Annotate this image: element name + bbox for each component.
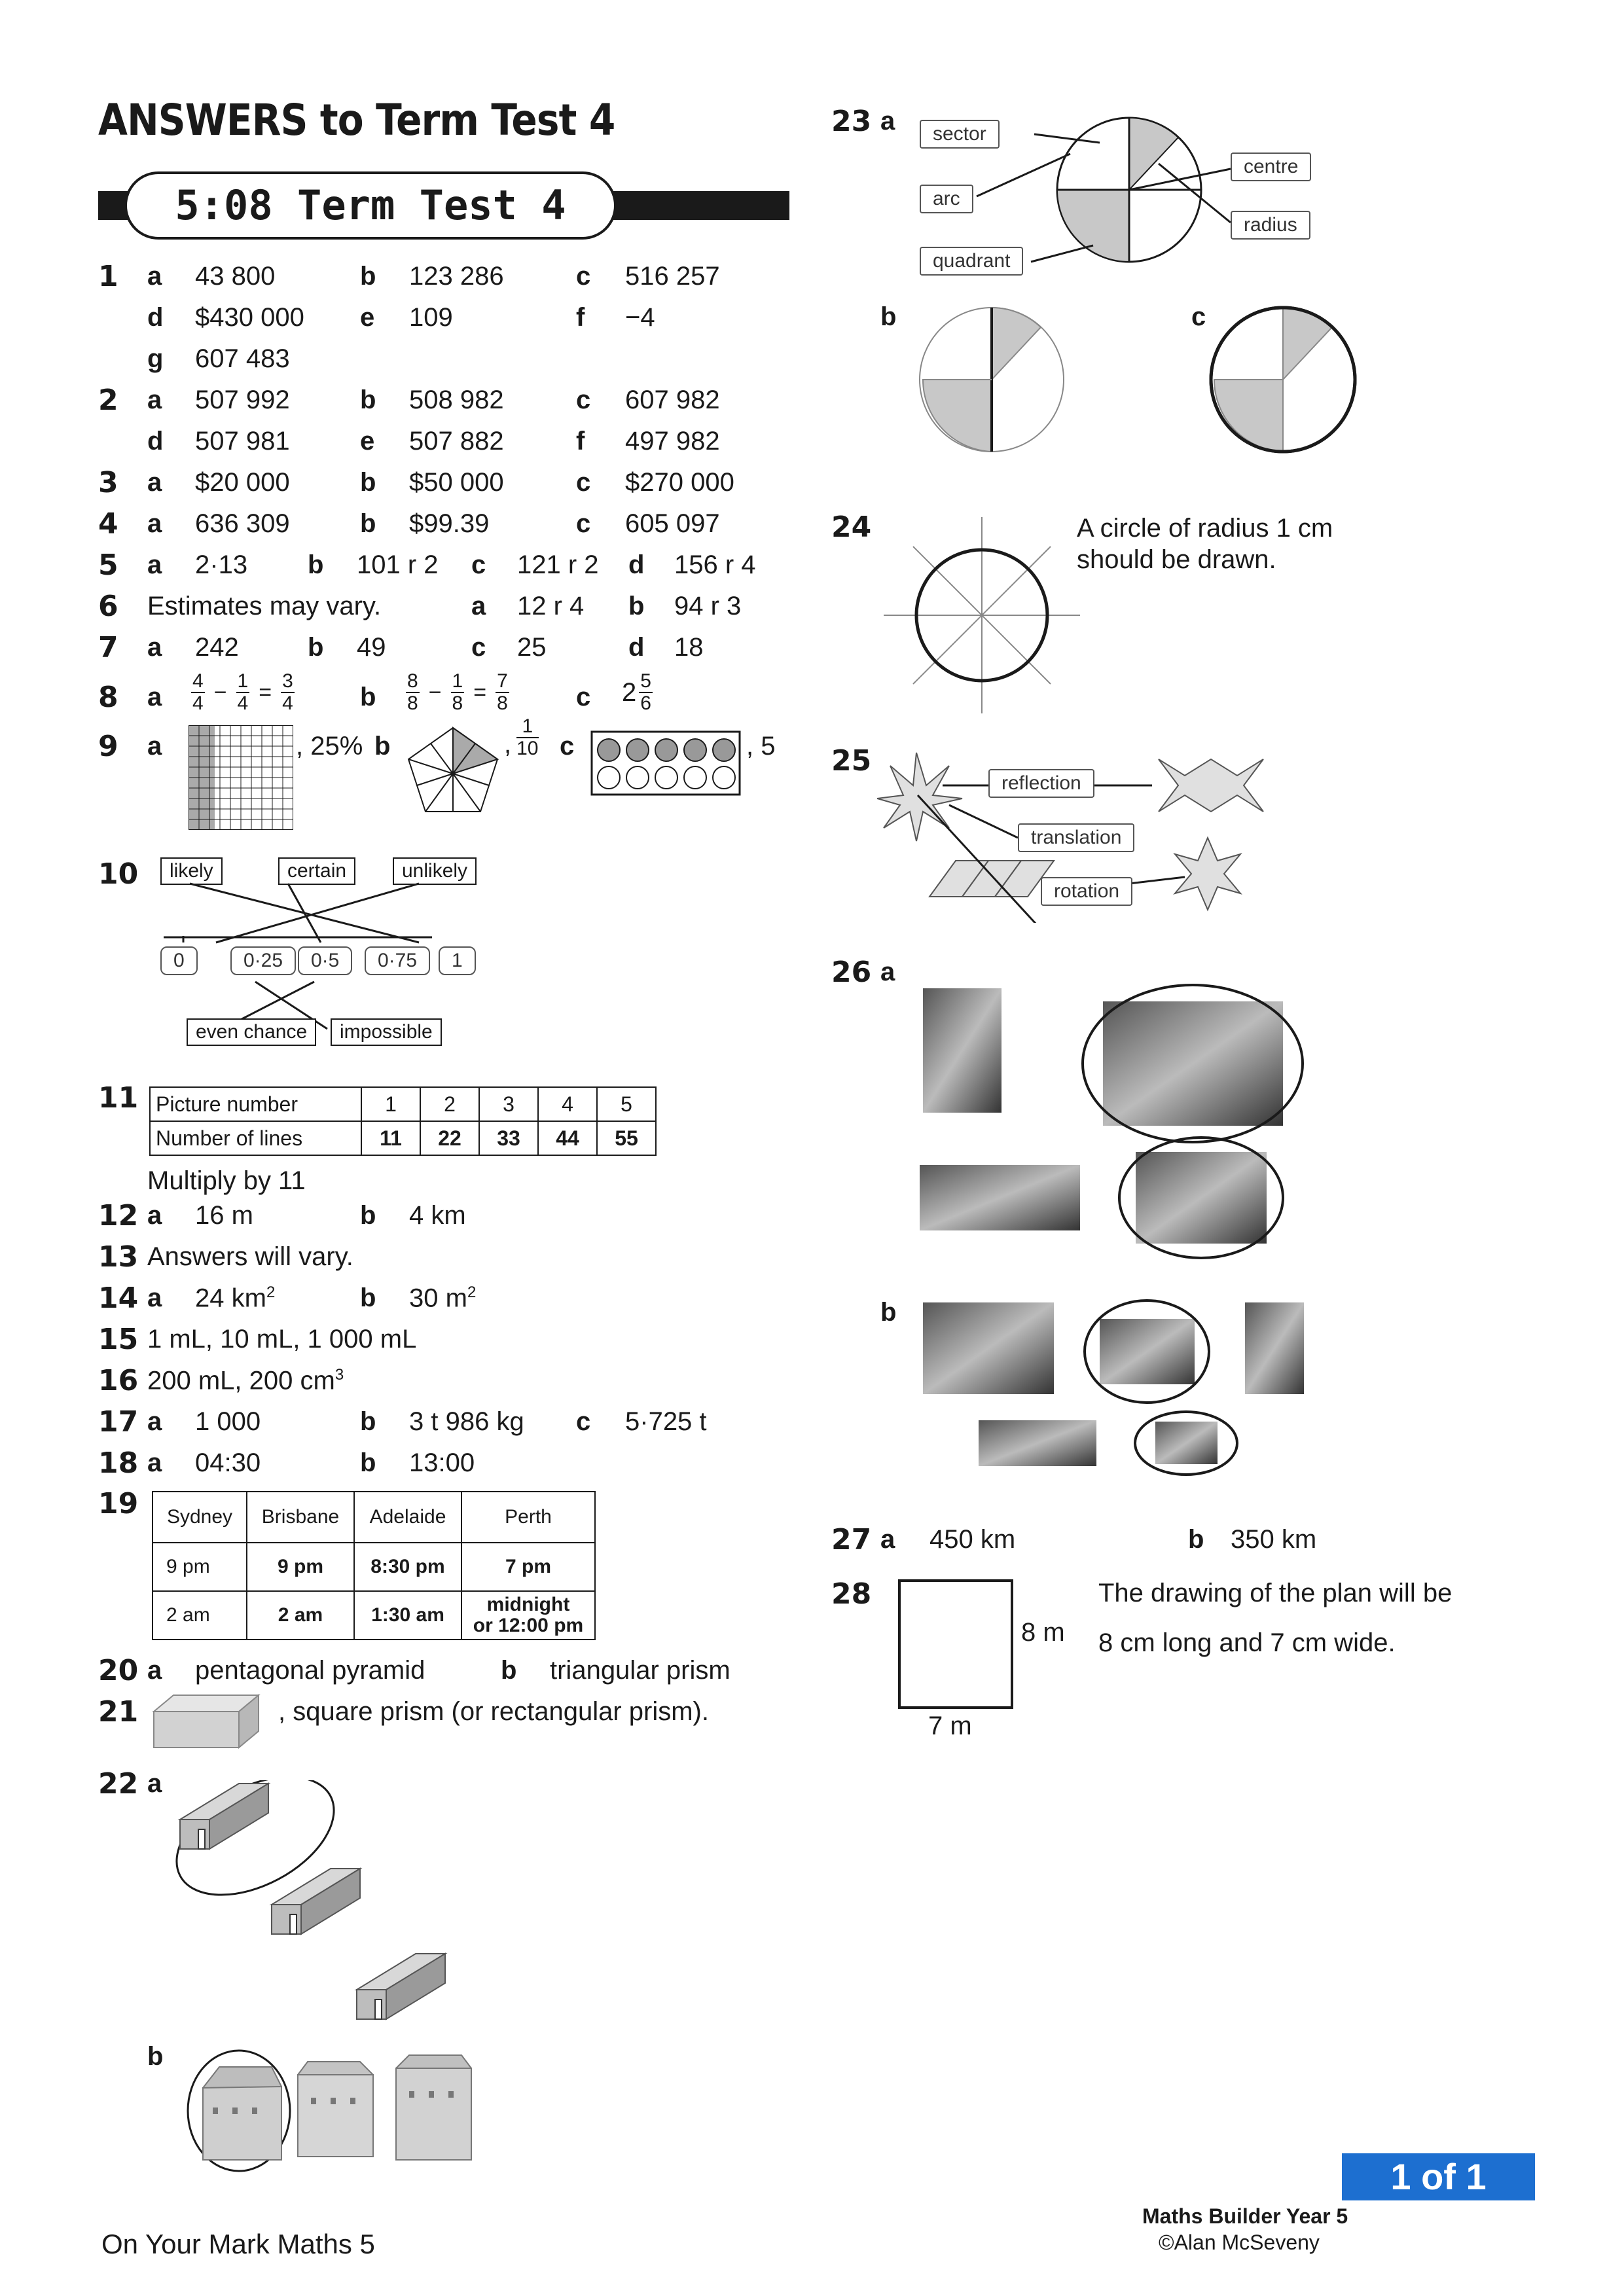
part-label: a bbox=[147, 550, 162, 579]
answer: 507 882 bbox=[409, 427, 504, 456]
counters-icon bbox=[590, 730, 741, 796]
answer: 04:30 bbox=[195, 1448, 261, 1477]
question-number: 16 bbox=[98, 1364, 139, 1397]
dimension-label: 7 m bbox=[928, 1712, 972, 1740]
fraction: $\frac{1}{8}$ bbox=[452, 670, 463, 714]
part-label: b bbox=[147, 2042, 164, 2071]
probability-label-impossible: impossible bbox=[331, 1018, 442, 1046]
answer: 30 $m^2$ bbox=[409, 1283, 477, 1313]
question-number: 21 bbox=[98, 1695, 139, 1729]
prism-icon bbox=[147, 1689, 265, 1754]
table-row: Number of lines 11 22 33 44 55 bbox=[150, 1121, 656, 1155]
fraction: $\frac{4}{4}$ bbox=[192, 670, 204, 714]
footer-series: On Your Mark Maths 5 bbox=[101, 2229, 375, 2259]
part-label: b bbox=[360, 262, 376, 291]
part-label: c bbox=[576, 509, 591, 538]
answer: 350 km bbox=[1231, 1525, 1317, 1554]
probability-label-likely: likely bbox=[160, 857, 223, 885]
answer: 1 mL, 10 mL, 1 000 mL bbox=[147, 1325, 417, 1354]
part-label: c bbox=[471, 550, 486, 579]
part-label: a bbox=[147, 1769, 162, 1798]
question-number: 5 bbox=[98, 548, 118, 582]
answer: 497 982 bbox=[625, 427, 720, 456]
part-label: a bbox=[880, 107, 895, 135]
part-label: d bbox=[147, 427, 164, 456]
table-row: 9 pm 9 pm 8:30 pm 7 pm bbox=[153, 1543, 595, 1591]
question-number: 23 bbox=[831, 105, 872, 138]
circle-label-centre: centre bbox=[1231, 152, 1311, 181]
fraction-answer: , $\frac{1}{10}$ bbox=[504, 715, 539, 759]
part-label: a bbox=[147, 1448, 162, 1477]
part-label: e bbox=[360, 427, 375, 456]
part-label: b bbox=[308, 633, 324, 662]
question-number: 3 bbox=[98, 466, 118, 499]
question-number: 14 bbox=[98, 1282, 139, 1315]
probability-value: 0·5 bbox=[298, 946, 352, 975]
part-label: c bbox=[1191, 302, 1206, 331]
part-label: a bbox=[147, 262, 162, 291]
question-number: 12 bbox=[98, 1199, 139, 1232]
answer: $430 000 bbox=[195, 303, 304, 332]
section-banner: 5:08 Term Test 4 bbox=[124, 171, 617, 240]
answer: 607 483 bbox=[195, 344, 290, 373]
answer: 636 309 bbox=[195, 509, 290, 538]
answer: $50 000 bbox=[409, 468, 504, 497]
fraction-expression-a: $\frac{4}{4}$ − $\frac{1}{4}$ = $\frac{3}{4}$ bbox=[192, 670, 293, 714]
question-number: 1 bbox=[98, 260, 118, 293]
probability-value: 0·25 bbox=[230, 946, 296, 975]
answer: 109 bbox=[409, 303, 453, 332]
question-number: 4 bbox=[98, 507, 118, 541]
part-label: a bbox=[880, 958, 895, 986]
question-number: 8 bbox=[98, 681, 118, 714]
probability-value: 0 bbox=[160, 946, 198, 975]
part-label: a bbox=[147, 468, 162, 497]
part-label: b bbox=[360, 509, 376, 538]
question-number: 7 bbox=[98, 631, 118, 664]
part-label: b bbox=[501, 1656, 517, 1685]
answer: 242 bbox=[195, 633, 239, 662]
answer: 49 bbox=[357, 633, 386, 662]
question-number: 17 bbox=[98, 1405, 139, 1439]
question-number: 9 bbox=[98, 730, 118, 763]
part-label: g bbox=[147, 344, 164, 373]
building-views-icon bbox=[183, 2049, 484, 2173]
answer: 516 257 bbox=[625, 262, 720, 291]
part-label: b bbox=[360, 468, 376, 497]
part-label: b bbox=[360, 1283, 376, 1312]
circle-label-sector: sector bbox=[920, 120, 1000, 149]
answer: 2·13 bbox=[195, 550, 248, 579]
answer: 123 286 bbox=[409, 262, 504, 291]
transform-label-translation: translation bbox=[1018, 823, 1134, 852]
answer: Estimates may vary. bbox=[147, 592, 382, 620]
answer: 3 t 986 kg bbox=[409, 1407, 524, 1436]
plan-rectangle bbox=[898, 1579, 1013, 1709]
probability-value: 1 bbox=[439, 946, 476, 975]
fraction: $\frac{5}{6}$ bbox=[640, 670, 651, 714]
pentagon-fraction-icon bbox=[401, 720, 505, 825]
circle-label-quadrant: quadrant bbox=[920, 247, 1023, 276]
answer: The drawing of the plan will be bbox=[1098, 1579, 1453, 1607]
part-label: a bbox=[147, 1407, 162, 1436]
part-label: c bbox=[576, 262, 591, 291]
part-label: b bbox=[1188, 1525, 1204, 1554]
time-zone-table bbox=[152, 1491, 596, 1640]
page-indicator: 1 of 1 bbox=[1342, 2153, 1535, 2200]
table-row: 2 am 2 am 1:30 am midnight or 12:00 pm bbox=[153, 1591, 595, 1640]
part-label: b bbox=[308, 550, 324, 579]
transform-label-reflection: reflection bbox=[988, 769, 1094, 798]
part-label: b bbox=[360, 683, 376, 711]
part-label: b bbox=[360, 1201, 376, 1230]
part-label: c bbox=[576, 1407, 591, 1436]
fraction: $\frac{1}{10}$ bbox=[516, 715, 539, 759]
part-label: b bbox=[628, 592, 645, 620]
book-title: Maths Builder Year 5 bbox=[1142, 2204, 1348, 2228]
part-label: a bbox=[880, 1525, 895, 1554]
answer: 156 r 4 bbox=[674, 550, 756, 579]
part-label: a bbox=[147, 1656, 162, 1685]
pattern-table bbox=[149, 1086, 657, 1156]
copyright: ©Alan McSeveny bbox=[1159, 2231, 1320, 2254]
answer: 43 800 bbox=[195, 262, 276, 291]
part-label: b bbox=[360, 1407, 376, 1436]
answer-note: Multiply by 11 bbox=[147, 1166, 306, 1195]
probability-value: 0·75 bbox=[365, 946, 430, 975]
probability-label-unlikely: unlikely bbox=[393, 857, 477, 885]
part-label: c bbox=[576, 468, 591, 497]
part-label: a bbox=[471, 592, 486, 620]
page-title: ANSWERS to Term Test 4 bbox=[98, 95, 615, 145]
question-number: 26 bbox=[831, 956, 872, 989]
answer: 4 km bbox=[409, 1201, 466, 1230]
table-row: Sydney Brisbane Adelaide Perth bbox=[153, 1492, 595, 1543]
answer: , square prism (or rectangular prism). bbox=[278, 1697, 709, 1726]
part-label: d bbox=[628, 550, 645, 579]
part-label: a bbox=[147, 633, 162, 662]
part-label: a bbox=[147, 1283, 162, 1312]
question-number: 25 bbox=[831, 744, 872, 778]
answer: 5·725 t bbox=[625, 1407, 707, 1436]
circle-diagram-b bbox=[916, 304, 1067, 455]
fraction: $\frac{8}{8}$ bbox=[407, 670, 418, 714]
question-number: 6 bbox=[98, 590, 118, 623]
part-label: f bbox=[576, 303, 585, 332]
answer: 507 981 bbox=[195, 427, 290, 456]
answer: $20 000 bbox=[195, 468, 290, 497]
part-label: e bbox=[360, 303, 375, 332]
answer: 507 992 bbox=[195, 386, 290, 414]
part-label: c bbox=[576, 386, 591, 414]
question-number: 18 bbox=[98, 1446, 139, 1480]
answer: $99.39 bbox=[409, 509, 490, 538]
answer: 605 097 bbox=[625, 509, 720, 538]
part-label: a bbox=[147, 1201, 162, 1230]
question-number: 13 bbox=[98, 1240, 139, 1274]
dimension-label: 8 m bbox=[1021, 1618, 1065, 1647]
bee-scaling-images bbox=[916, 975, 1335, 1329]
answer: 25 bbox=[517, 633, 547, 662]
circle-diagram-c bbox=[1208, 304, 1358, 455]
answer: −4 bbox=[625, 303, 655, 332]
answer: pentagonal pyramid bbox=[195, 1656, 425, 1685]
part-label: b bbox=[360, 386, 376, 414]
fraction: $\frac{7}{8}$ bbox=[497, 670, 508, 714]
fraction: $\frac{3}{4}$ bbox=[282, 670, 293, 714]
part-label: c bbox=[560, 732, 575, 761]
question-number: 2 bbox=[98, 384, 118, 417]
answer: should be drawn. bbox=[1077, 545, 1276, 574]
part-label: c bbox=[471, 633, 486, 662]
fraction: $\frac{1}{4}$ bbox=[237, 670, 249, 714]
transform-label-rotation: rotation bbox=[1041, 877, 1132, 906]
circle-label-radius: radius bbox=[1231, 211, 1310, 240]
answer: 16 m bbox=[195, 1201, 253, 1230]
answer: , 5 bbox=[746, 732, 776, 761]
answer: 607 982 bbox=[625, 386, 720, 414]
part-label: a bbox=[147, 732, 162, 761]
question-number: 22 bbox=[98, 1767, 139, 1801]
part-label: b bbox=[374, 732, 391, 761]
probability-label-even-chance: even chance bbox=[187, 1018, 316, 1046]
probability-label-certain: certain bbox=[278, 857, 355, 885]
answer: 24 $km^2$ bbox=[195, 1283, 276, 1313]
question-number: 20 bbox=[98, 1654, 139, 1687]
table-row: Picture number 1 2 3 4 5 bbox=[150, 1087, 656, 1121]
question-number: 10 bbox=[98, 857, 139, 891]
part-label: b bbox=[880, 302, 897, 331]
question-number: 11 bbox=[98, 1081, 139, 1115]
fraction-expression-b: $\frac{8}{8}$ − $\frac{1}{8}$ = $\frac{7}{8}$ bbox=[407, 670, 508, 714]
answer: , 25% bbox=[296, 732, 363, 761]
answer: 94 r 3 bbox=[674, 592, 742, 620]
part-label: a bbox=[147, 509, 162, 538]
answer: 1 000 bbox=[195, 1407, 261, 1436]
answer: 18 bbox=[674, 633, 704, 662]
answer: 200 mL, 200 $cm^3$ bbox=[147, 1366, 344, 1395]
part-label: b bbox=[880, 1298, 897, 1327]
answer: 12 r 4 bbox=[517, 592, 585, 620]
radius-circle-diagram bbox=[877, 511, 1087, 720]
part-label: a bbox=[147, 386, 162, 414]
question-number: 28 bbox=[831, 1577, 872, 1611]
answer: 13:00 bbox=[409, 1448, 475, 1477]
part-label: f bbox=[576, 427, 585, 456]
part-label: a bbox=[147, 683, 162, 711]
answer: triangular prism bbox=[550, 1656, 731, 1685]
prism-views-icon bbox=[157, 1780, 524, 2068]
question-number: 19 bbox=[98, 1487, 139, 1520]
question-number: 15 bbox=[98, 1323, 139, 1356]
circle-label-arc: arc bbox=[920, 185, 973, 213]
question-number: 24 bbox=[831, 511, 872, 544]
bee-scaling-images-b bbox=[916, 1296, 1335, 1486]
question-number: 27 bbox=[831, 1523, 872, 1556]
answer: 508 982 bbox=[409, 386, 504, 414]
part-label: b bbox=[360, 1448, 376, 1477]
answer: 121 r 2 bbox=[517, 550, 599, 579]
answer: $270 000 bbox=[625, 468, 734, 497]
answer: 450 km bbox=[929, 1525, 1016, 1554]
hundred-grid-icon bbox=[189, 725, 293, 830]
answer: 8 cm long and 7 cm wide. bbox=[1098, 1628, 1396, 1657]
part-label: c bbox=[576, 683, 591, 711]
part-label: d bbox=[628, 633, 645, 662]
answer: 101 r 2 bbox=[357, 550, 439, 579]
part-label: d bbox=[147, 303, 164, 332]
mixed-number: 2 $\frac{5}{6}$ bbox=[622, 670, 651, 714]
answer: A circle of radius 1 cm bbox=[1077, 514, 1333, 543]
answer: Answers will vary. bbox=[147, 1242, 353, 1271]
